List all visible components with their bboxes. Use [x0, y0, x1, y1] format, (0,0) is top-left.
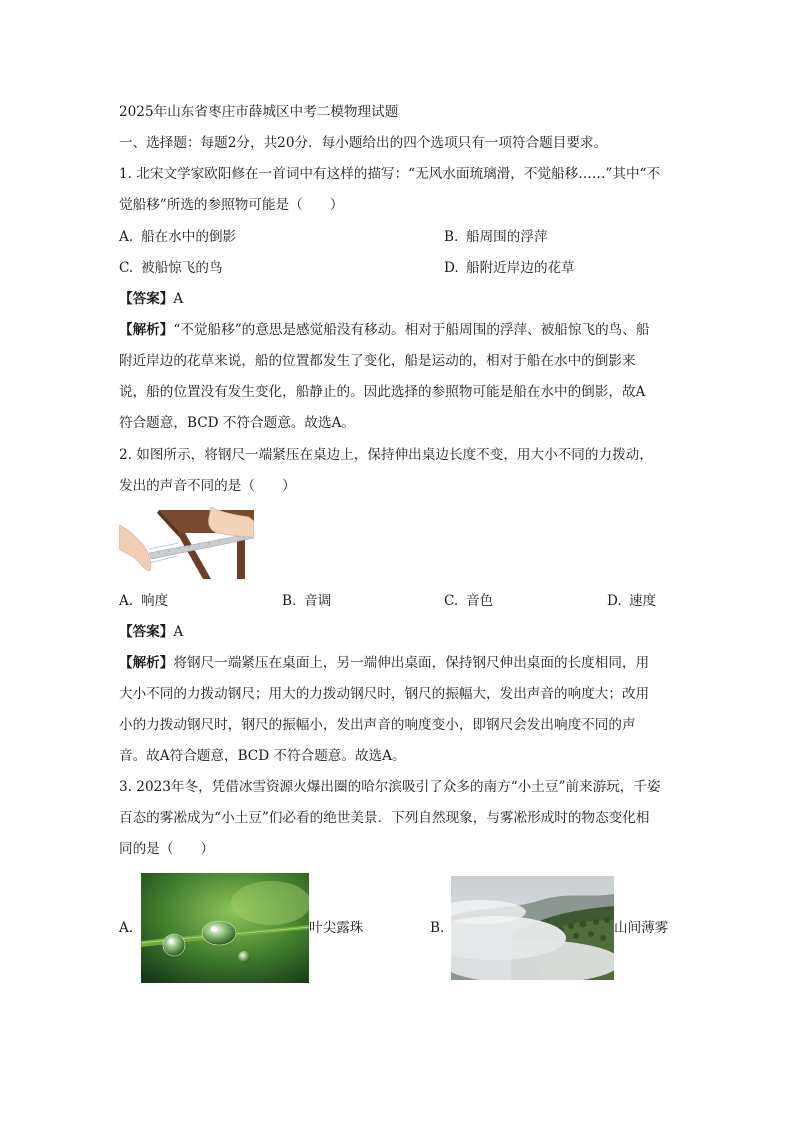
q1-stem-line-2: 觉船移”所选的参照物可能是（ ）	[119, 197, 344, 213]
q2-option-b: B. 音调	[282, 593, 332, 609]
q3-option-b-letter: B.	[430, 920, 445, 936]
q3-stem-line-2: 百态的雾凇成为“小土豆”们必看的绝世美景．下列自然现象，与雾凇形成时的物态变化相	[119, 810, 650, 826]
q2-analysis-line-3: 小的力拨动钢尺时，钢尺的振幅小，发出声音的响度变小，即钢尺会发出响度不同的声	[119, 717, 636, 733]
q3-stem-line-1: 3. 2023年冬，凭借冰雪资源火爆出圈的哈尔滨吸引了众多的南方“小土豆”前来游玩，千姿	[119, 779, 661, 795]
ruler-on-table-figure	[119, 507, 254, 579]
q1-option-a: A. 船在水中的倒影	[119, 229, 237, 245]
q1-option-b: B. 船周围的浮萍	[444, 229, 548, 245]
q1-option-c: C. 被船惊飞的鸟	[119, 260, 223, 276]
q2-analysis-line-1: 【解析】将钢尺一端紧压在桌面上，另一端伸出桌面，保持钢尺伸出桌面的长度相同，用	[119, 655, 650, 671]
q1-analysis-line-1: 【解析】“不觉船移”的意思是感觉船没有移动。相对于船周围的浮萍、被船惊飞的鸟、船	[119, 322, 650, 338]
section-heading: 一、选择题：每题2分，共20分．每小题给出的四个选项只有一项符合题目要求。	[119, 135, 608, 151]
q1-analysis-line-4: 符合题意，BCD 不符合题意。故选A。	[119, 415, 355, 431]
q1-analysis-line-2: 附近岸边的花草来说，船的位置都发生了变化，船是运动的，相对于船在水中的倒影来	[119, 353, 636, 369]
q2-option-a: A. 响度	[119, 593, 169, 609]
document-title: 2025年山东省枣庄市薛城区中考二模物理试题	[119, 104, 399, 120]
dewdrop-illustration	[141, 873, 309, 983]
q2-option-c: C. 音色	[444, 593, 494, 609]
q2-stem-line-2: 发出的声音不同的是（ ）	[119, 478, 296, 494]
mountain-mist-illustration	[451, 876, 614, 980]
mountain-mist-photo	[451, 876, 614, 980]
q1-analysis-line-3: 说，船的位置没有发生变化，船静止的。因此选择的参照物可能是船在水中的倒影，故A	[119, 384, 646, 400]
q3-stem-line-3: 同的是（ ）	[119, 841, 215, 857]
q2-analysis-line-4: 音。故A符合题意，BCD 不符合题意。故选A。	[119, 748, 406, 764]
q2-stem-line-1: 2. 如图所示，将钢尺一端紧压在桌边上，保持伸出桌边长度不变，用大小不同的力拨动，	[119, 447, 653, 463]
ruler-table-illustration	[119, 507, 254, 579]
q3-option-b-text: 山间薄雾	[614, 920, 669, 936]
q3-option-a-text: 叶尖露珠	[309, 920, 364, 936]
q3-option-a-letter: A.	[119, 920, 134, 936]
q1-answer: 【答案】A	[119, 291, 184, 307]
q1-stem-line-1: 1. 北宋文学家欧阳修在一首词中有这样的描写：“无风水面琉璃滑，不觉船移……”其中“不	[119, 166, 661, 182]
dewdrop-photo	[141, 873, 309, 983]
q2-answer: 【答案】A	[119, 624, 184, 640]
q2-analysis-line-2: 大小不同的力拨动钢尺；用大的力拨动钢尺时，钢尺的振幅大，发出声音的响度大；改用	[119, 686, 650, 702]
q2-option-d: D. 速度	[607, 593, 657, 609]
q1-option-d: D. 船附近岸边的花草	[444, 260, 575, 276]
